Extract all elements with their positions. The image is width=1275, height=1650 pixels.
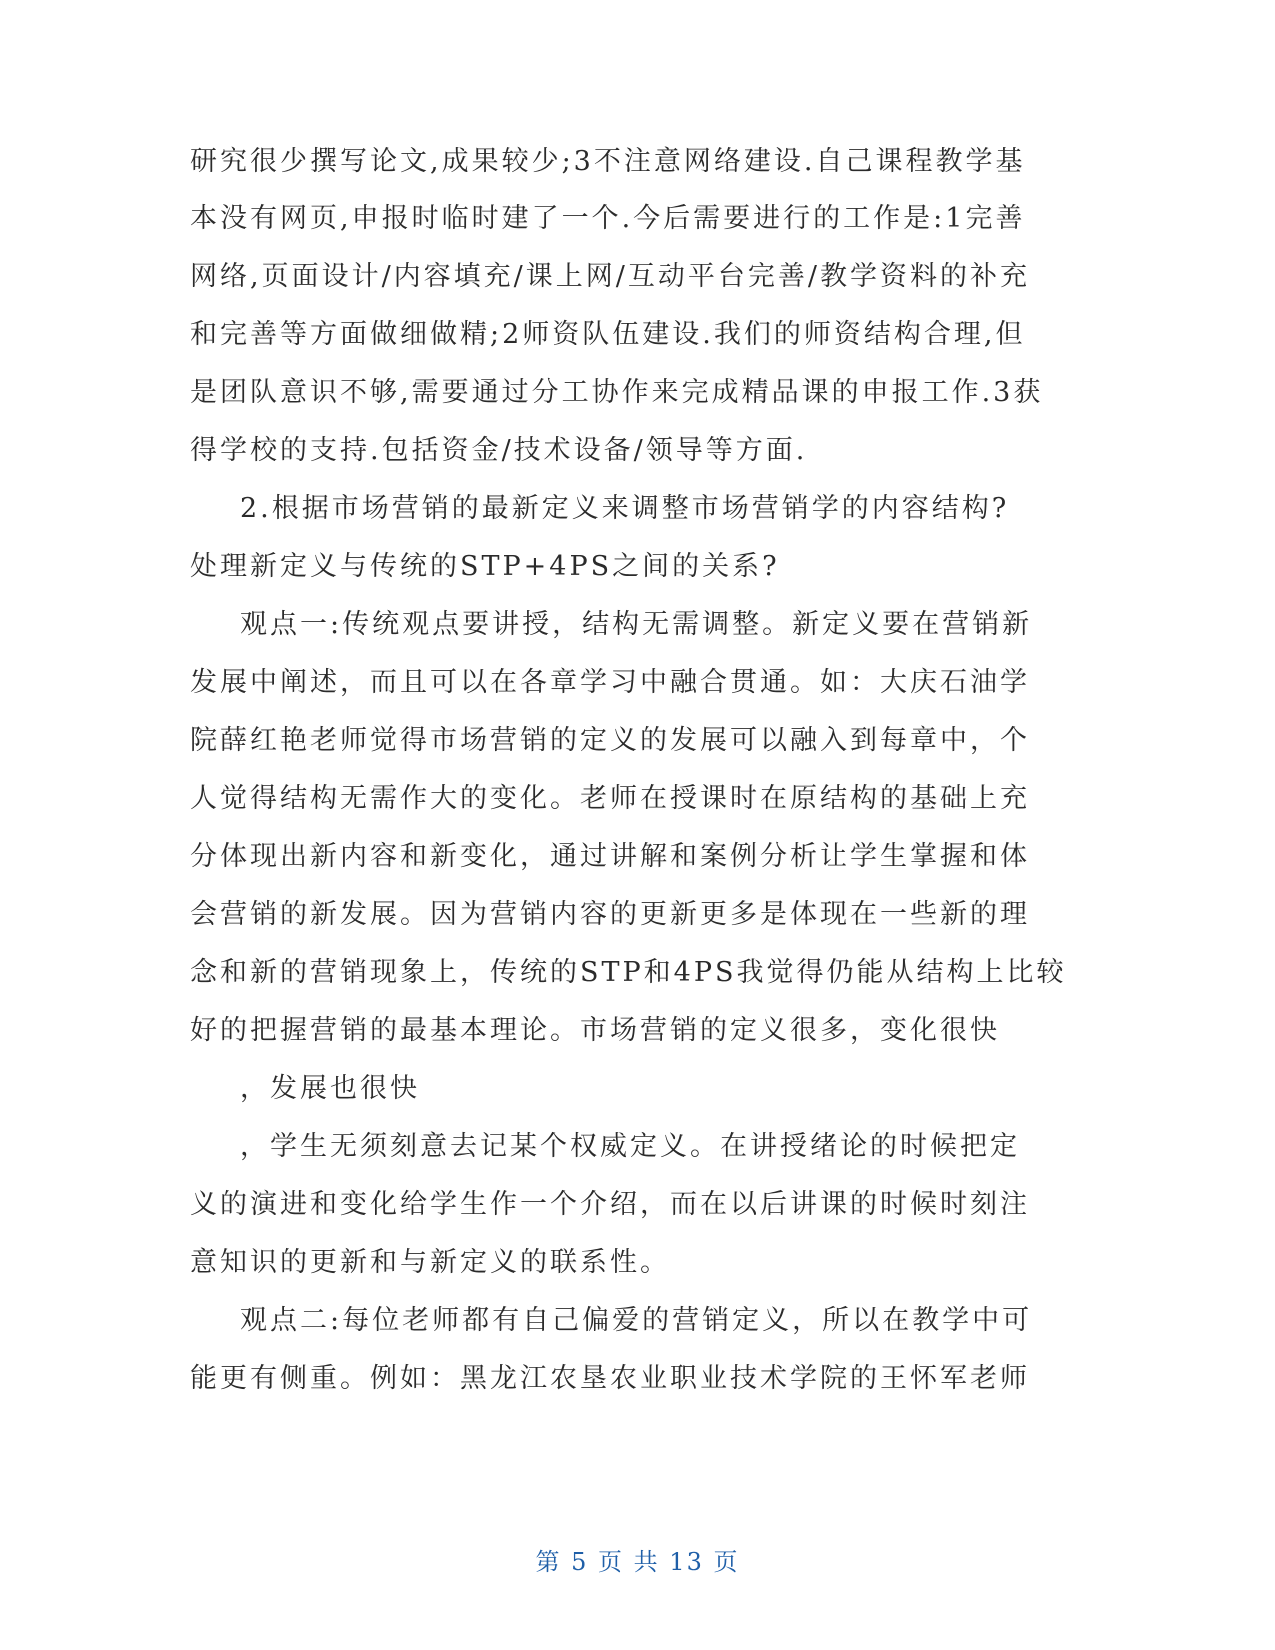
fragment-line-1: ，发展也很快 <box>240 1073 420 1104</box>
viewpoint-one-line-4: 人觉得结构无需作大的变化。老师在授课时在原结构的基础上充 <box>190 783 1030 814</box>
body-line-4: 和完善等方面做细做精;2师资队伍建设.我们的师资结构合理,但 <box>190 319 1026 350</box>
viewpoint-one-line-2: 发展中阐述，而且可以在各章学习中融合贯通。如：大庆石油学 <box>190 667 1030 698</box>
fragment-line-3: 义的演进和变化给学生作一个介绍，而在以后讲课的时候时刻注 <box>190 1189 1030 1220</box>
viewpoint-one-line-6: 会营销的新发展。因为营销内容的更新更多是体现在一些新的理 <box>190 899 1030 930</box>
body-line-3: 网络,页面设计/内容填充/课上网/互动平台完善/教学资料的补充 <box>190 261 1030 292</box>
body-line-6: 得学校的支持.包括资金/技术设备/领导等方面. <box>190 435 808 466</box>
viewpoint-one-line-7: 念和新的营销现象上，传统的STP和4PS我觉得仍能从结构上比较 <box>190 957 1067 988</box>
body-line-2: 本没有网页,申报时临时建了一个.今后需要进行的工作是:1完善 <box>190 203 1026 234</box>
question-heading-cont: 处理新定义与传统的STP+4PS之间的关系? <box>190 551 780 582</box>
viewpoint-one-line-5: 分体现出新内容和新变化，通过讲解和案例分析让学生掌握和体 <box>190 841 1030 872</box>
viewpoint-one-line-3: 院薛红艳老师觉得市场营销的定义的发展可以融入到每章中，个 <box>190 725 1030 756</box>
viewpoint-two-line-1: 观点二:每位老师都有自己偏爱的营销定义，所以在教学中可 <box>240 1305 1033 1336</box>
viewpoint-one-line-8: 好的把握营销的最基本理论。市场营销的定义很多，变化很快 <box>190 1015 1000 1046</box>
question-heading: 2.根据市场营销的最新定义来调整市场营销学的内容结构? <box>240 493 1010 524</box>
body-line-1: 研究很少撰写论文,成果较少;3不注意网络建设.自己课程教学基 <box>190 146 1026 177</box>
fragment-line-4: 意知识的更新和与新定义的联系性。 <box>190 1247 670 1278</box>
viewpoint-one-line-1: 观点一:传统观点要讲授，结构无需调整。新定义要在营销新 <box>240 609 1033 640</box>
page-number-footer: 第 5 页 共 13 页 <box>535 1548 740 1576</box>
viewpoint-two-line-2: 能更有侧重。例如：黑龙江农垦农业职业技术学院的王怀军老师 <box>190 1363 1030 1394</box>
fragment-line-2: ，学生无须刻意去记某个权威定义。在讲授绪论的时候把定 <box>240 1131 1020 1162</box>
body-line-5: 是团队意识不够,需要通过分工协作来完成精品课的申报工作.3获 <box>190 377 1044 408</box>
